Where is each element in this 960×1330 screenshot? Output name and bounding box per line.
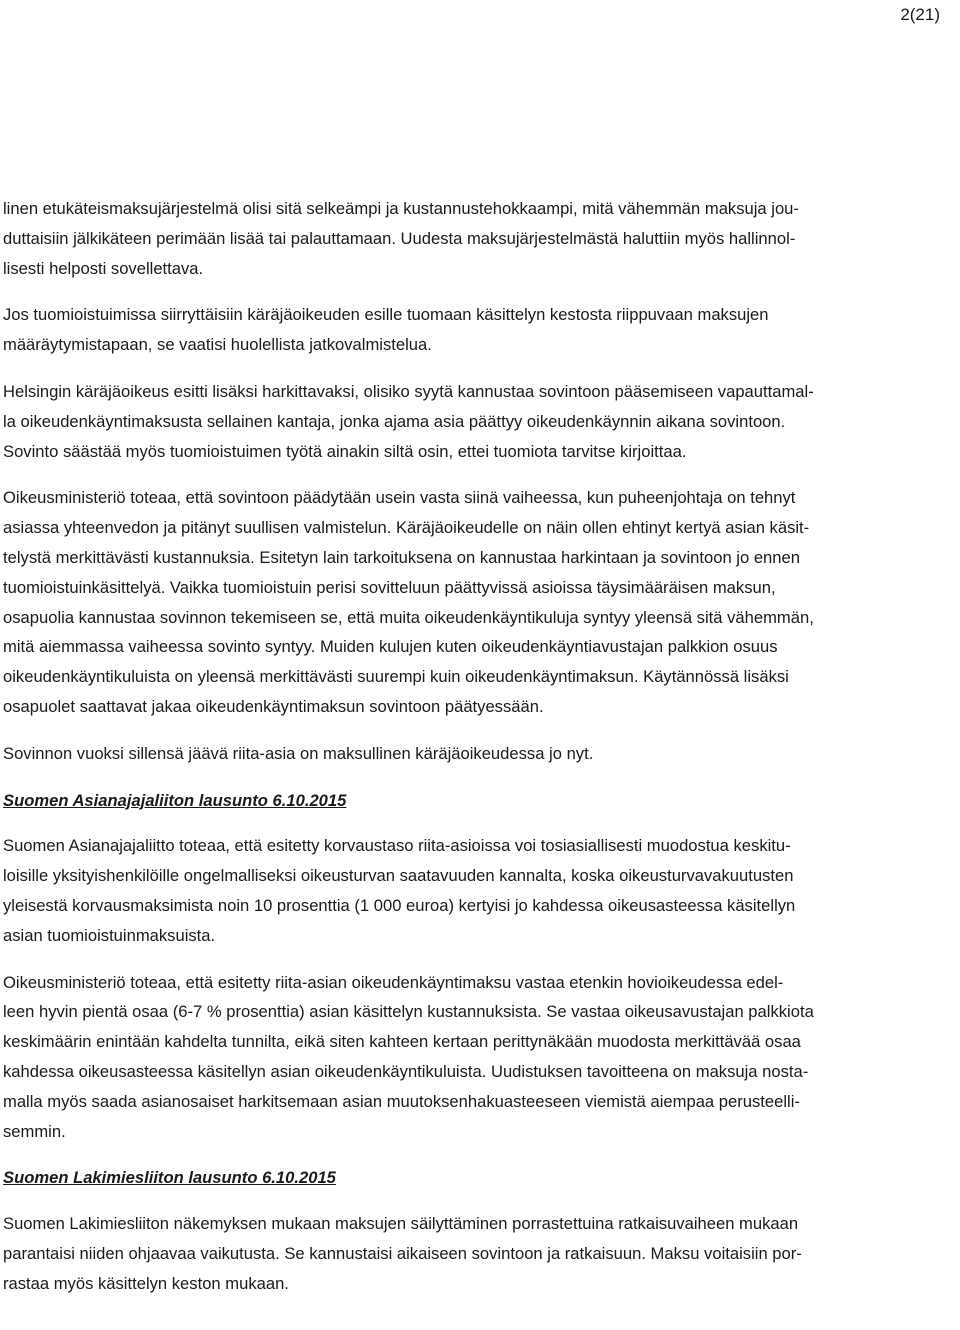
text-line: Sovinnon vuoksi sillensä jäävä riita-asia on maksullinen käräjäoikeudessa jo nyt.	[3, 743, 594, 763]
text-line: osapuolet saattavat jakaa oikeudenkäyntimaksun sovintoon päätyessään.	[3, 696, 544, 716]
text-line: yleisestä korvausmaksimista noin 10 prosenttia (1 000 euroa) kertyisi jo kahdessa oikeusasteessa käsitellyn	[3, 895, 796, 915]
text-line: oikeudenkäyntikuluista on yleensä merkittävästi suurempi kuin oikeudenkäyntimaksun. Käytännössä lisäksi	[3, 667, 789, 687]
text-line: linen etukäteismaksujärjestelmä olisi sitä selkeämpi ja kustannustehokkaampi, mitä vähemmän maksuja jou-	[3, 199, 799, 218]
paragraph-transfer-to-district-court	[3, 300, 953, 360]
text-line: leen hyvin pientä osaa (6-7 % prosenttia) asian käsittelyn kustannuksista. Se vastaa oikeusavustajan palkkiota	[3, 1002, 814, 1022]
text-line: lisesti helposti sovellettava.	[3, 258, 204, 278]
text-line: kahdessa oikeusasteessa käsitellyn asian oikeudenkäyntikuluista. Uudistuksen tavoitteena on maksuja nosta-	[3, 1061, 809, 1081]
paragraph-settlement-fee-remains	[3, 739, 953, 769]
paragraph-lakimiesliitto-view	[3, 1209, 953, 1298]
text-line: malla myös saada asianosaiset harkitsemaan asian muutoksenhakuasteeseen viemistä aiempaa perusteelli-	[3, 1091, 800, 1111]
paragraph-helsinki-settlement-proposal	[3, 377, 953, 466]
text-line: Oikeusministeriö toteaa, että esitetty riita-asian oikeudenkäyntimaksu vastaa etenkin hovioikeudessa edel-	[3, 972, 784, 992]
text-line: mitä aiemmassa vaiheessa sovinto syntyy. Muiden kulujen kuten oikeudenkäyntiavustajan palkkion osuus	[3, 637, 778, 657]
text-line: Suomen Asianajajaliitto toteaa, että esitetty korvaustaso riita-asioissa voi tosiasiallisesti muodostua keskitu-	[3, 836, 791, 856]
text-line: Oikeusministeriö toteaa, että sovintoon päädytään usein vasta siinä vaiheessa, kun puheenjohtaja on tehnyt	[3, 488, 796, 508]
text-line: Sovinto säästää myös tuomioistuimen työtä ainakin siltä osin, ettei tuomiota tarvitse kirjoittaa.	[3, 441, 687, 461]
paragraph-ministry-court-of-appeal-fee	[3, 968, 953, 1147]
heading-lakimiesliitto-statement: Suomen Lakimiesliiton lausunto 6.10.2015	[3, 1168, 336, 1188]
text-line: keskimäärin enintään kahdelta tunnilta, eikä siten kahteen kertaan perittynäkään muodosta merkittävää osaa	[3, 1032, 801, 1052]
text-line: loisille yksityishenkilöille ongelmalliseksi oikeusturvan saatavuuden kannalta, koska oikeusturvavakuutusten	[3, 866, 794, 886]
text-line: asiassa yhteenvedon ja pitänyt suullisen valmistelun. Käräjäoikeudelle on näin ollen ehtinyt kertyä asian käsit-	[3, 518, 810, 538]
paragraph-fee-system-clarity	[3, 194, 953, 283]
text-line: asian tuomioistuinmaksuista.	[3, 925, 216, 945]
text-line: määräytymistapaan, se vaatisi huolellista jatkovalmistelua.	[3, 335, 432, 355]
heading-asianajajaliitto-statement: Suomen Asianajajaliiton lausunto 6.10.2015	[3, 790, 347, 810]
text-line: osapuolia kannustaa sovinnon tekemiseen se, että muita oikeudenkäyntikuluja syntyy yleensä sitä vähemmän,	[3, 607, 814, 627]
paragraph-asianajajaliitto-compensation	[3, 831, 953, 950]
text-line: Jos tuomioistuimissa siirryttäisiin käräjäoikeuden esille tuomaan käsittelyn kestosta riippuvaan maksujen	[3, 305, 769, 325]
text-line: parantaisi niiden ohjaavaa vaikutusta. Se kannustaisi aikaiseen sovintoon ja ratkaisuun. Maksu voitaisiin por-	[3, 1243, 802, 1263]
text-line: Helsingin käräjäoikeus esitti lisäksi harkittavaksi, olisiko syytä kannustaa sovintoon pääsemiseen vapauttamal-	[3, 381, 814, 401]
text-line: tuomioistuinkäsittelyä. Vaikka tuomioistuin perisi sovitteluun päättyvissä asioissa täysimääräisen maksun,	[3, 577, 776, 597]
text-line: Suomen Lakimiesliiton näkemyksen mukaan maksujen säilyttäminen porrastettuina ratkaisuvaiheen mukaan	[3, 1214, 799, 1234]
document-body	[3, 194, 953, 1316]
text-line: duttaisiin jälkikäteen perimään lisää tai palauttamaan. Uudesta maksujärjestelmästä haluttiin myös hallinnol-	[3, 228, 796, 248]
text-line: la oikeudenkäyntimaksusta sellainen kantaja, jonka ajama asia päättyy oikeudenkäynnin aikana sovintoon.	[3, 411, 786, 431]
page-number: 2(21)	[900, 5, 940, 24]
text-line: rastaa myös käsittelyn keston mukaan.	[3, 1273, 289, 1293]
text-line: telystä merkittävästi kustannuksia. Esitetyn lain tarkoituksena on kannustaa harkintaan ja sovintoon jo ennen	[3, 547, 800, 567]
text-line: semmin.	[3, 1121, 66, 1141]
paragraph-ministry-settlement-response	[3, 483, 953, 721]
